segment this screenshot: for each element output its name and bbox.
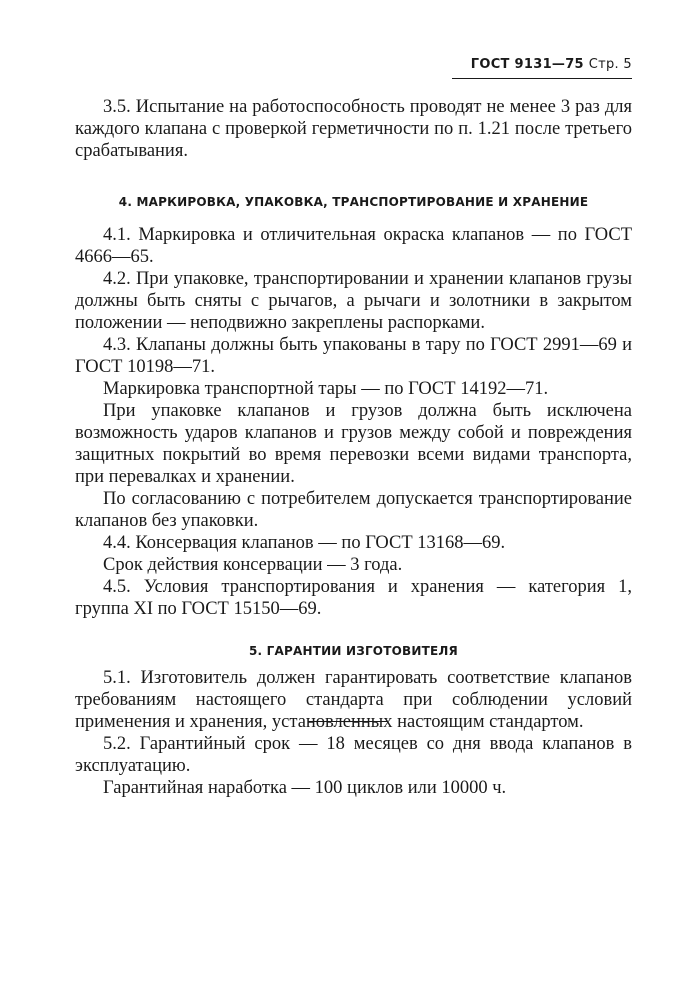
- paragraph-4-2: 4.2. При упаковке, транспортировании и хранении клапанов грузы должны быть сняты с рычагов, а рычаги и золотники в закрытом положении — неподвижно закреплены распорками.: [75, 269, 632, 333]
- paragraph-4-4-term: Срок действия консервации — 3 года.: [103, 555, 403, 575]
- paragraph-4-4: 4.4. Консервация клапанов — по ГОСТ 13168—69.: [103, 533, 506, 553]
- paragraph-5-2-operation: Гарантийная наработка — 100 циклов или 10000 ч.: [103, 778, 507, 798]
- paragraph-5-2: 5.2. Гарантийный срок — 18 месяцев со дня ввода клапанов в эксплуатацию.: [75, 734, 632, 776]
- paragraph-4-5: 4.5. Условия транспортирования и хранения — категория 1, группа XI по ГОСТ 15150—69.: [75, 577, 632, 619]
- running-header: [471, 57, 632, 72]
- paragraph-4-3-packing: При упаковке клапанов и грузов должна быть исключена возможность ударов клапанов и грузов между собой и повреждения защитных покрытий во время перевозки всеми видами транспорта, при перевалках и хранении.: [75, 401, 632, 487]
- paragraph-3-5: 3.5. Испытание на работоспособность проводят не менее 3 раз для каждого клапана с проверкой герметичности по п. 1.21 после третьего срабатывания.: [75, 97, 632, 161]
- section-5-title: 5. ГАРАНТИИ ИЗГОТОВИТЕЛЯ: [249, 644, 458, 658]
- paragraph-4-3: 4.3. Клапаны должны быть упакованы в тару по ГОСТ 2991—69 и ГОСТ 10198—71.: [75, 335, 632, 377]
- header-standard: ГОСТ 9131—75: [470, 57, 584, 72]
- paragraph-4-1: 4.1. Маркировка и отличительная окраска клапанов — по ГОСТ 4666—65.: [75, 225, 632, 267]
- paragraph-5-1: 5.1. Изготовитель должен гарантировать соответствие клапанов требованиям настоящего стандарта при соблюдении условий применения и хранения, установленных настоящим стандартом.: [75, 668, 632, 732]
- header-rule: [452, 78, 632, 79]
- section-4-title: 4. МАРКИРОВКА, УПАКОВКА, ТРАНСПОРТИРОВАНИЕ И ХРАНЕНИЕ: [118, 195, 589, 209]
- paragraph-4-3-marking: Маркировка транспортной тары — по ГОСТ 14192—71.: [103, 379, 549, 399]
- header-page-number: Стр. 5: [588, 57, 632, 72]
- document-body: [75, 96, 632, 799]
- end-of-text-rule: [308, 721, 388, 722]
- paragraph-4-3-agreement: По согласованию с потребителем допускается транспортирование клапанов без упаковки.: [75, 489, 632, 531]
